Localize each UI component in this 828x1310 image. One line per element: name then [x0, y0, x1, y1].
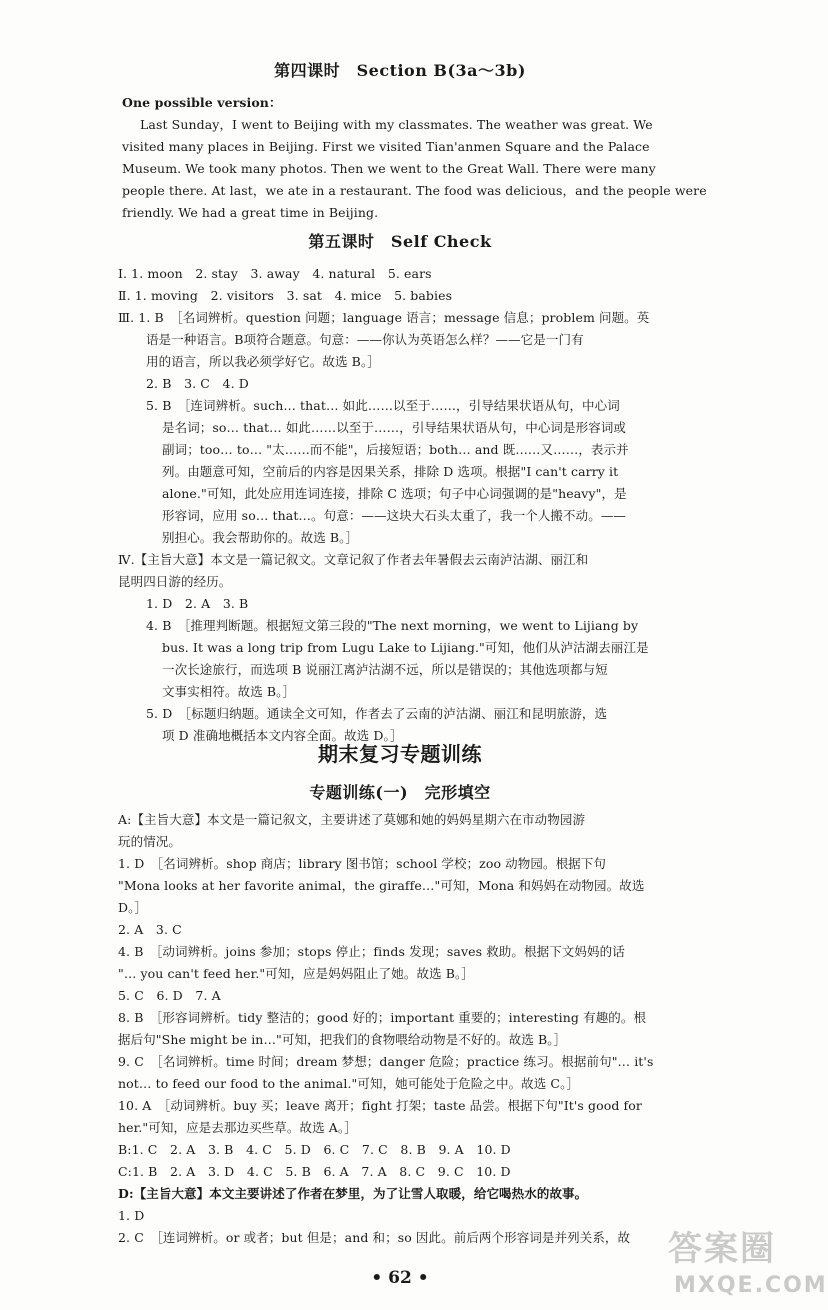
section-heading-cloze: 专题训练(一) 完形填空 — [309, 783, 491, 802]
text-line: 5. C 6. D 7. A — [118, 988, 221, 1003]
text-line: 昆明四日游的经历。 — [118, 574, 232, 589]
text-line: 4. B ［推理判断题。根据短文第三段的"The next morning，we went to Lijiang by — [146, 618, 639, 633]
text-line: D。］ — [118, 900, 148, 915]
text-line: 4. B ［动词辨析。joins 参加；stops 停止；finds 发现；saves 救助。根据下文妈妈的话 — [118, 944, 625, 959]
text-line: 1. D 2. A 3. B — [146, 596, 249, 611]
section-heading-lesson4: 第四课时 Section B(3a～3b) — [274, 61, 526, 80]
text-line: C:1. B 2. A 3. D 4. C 5. B 6. A 7. A 8. C 9. C 10. D — [118, 1164, 511, 1179]
text-line: 10. A ［动词辨析。buy 买；leave 离开；fight 打架；taste 品尝。根据下句"It's good for — [118, 1098, 642, 1113]
text-line: 文事实相符。故选 B。］ — [162, 684, 296, 699]
text-line: Last Sunday，I went to Beijing with my classmates. The weather was great. We — [140, 117, 653, 132]
text-line: "… you can't feed her."可知，应是妈妈阻止了她。故选 B。］ — [118, 966, 474, 981]
text-line: Ⅲ. 1. B ［名词辨析。question 问题；language 语言；message 信息；problem 问题。英 — [118, 310, 650, 325]
section-heading-lesson5: 第五课时 Self Check — [308, 232, 492, 251]
text-line: One possible version： — [122, 95, 282, 110]
watermark-logo — [660, 1215, 828, 1310]
text-line: 一次长途旅行，而选项 B 说丽江离泸沽湖不远，所以是错误的；其他选项都与短 — [162, 662, 608, 677]
text-line: 2. C ［连词辨析。or 或者；but 但是；and 和；so 因此。前后两个形容词是并列关系，故 — [118, 1230, 631, 1245]
text-line: 5. D ［标题归纳题。通读全文可知，作者去了云南的泸沽湖、丽江和昆明旅游，选 — [146, 706, 608, 721]
text-line: alone."可知，此处应用连词连接，排除 C 选项；句子中心词强调的是"heavy"，是 — [162, 486, 627, 501]
watermark-text: 答案圈 — [668, 1229, 776, 1269]
text-line: 形容词，应用 so… that…。句意：——这块大石头太重了，我一个人搬不动。—— — [162, 508, 627, 523]
section-heading-final-review: 期末复习专题训练 — [318, 742, 482, 766]
text-line: people there. At last，we ate in a restaurant. The food was delicious，and the people were — [122, 183, 707, 198]
page-number: • 62 • — [371, 1268, 429, 1288]
text-line: bus. It was a long trip from Lugu Lake to Lijiang."可知，他们从泸沽湖去丽江是 — [162, 640, 649, 655]
text-line: Ⅱ. 1. moving 2. visitors 3. sat 4. mice 5. babies — [118, 288, 453, 303]
text-line: 8. B ［形容词辨析。tidy 整洁的；good 好的；important 重要的；interesting 有趣的。根 — [118, 1010, 647, 1025]
text-line: 别担心。我会帮助你的。故选 B。］ — [162, 530, 359, 545]
text-line: Ⅰ. 1. moon 2. stay 3. away 4. natural 5. ears — [118, 266, 432, 281]
text-line: friendly. We had a great time in Beijing. — [122, 205, 379, 220]
watermark-url: MXQE.COM — [674, 1273, 828, 1298]
text-line: 列。由题意可知，空前后的内容是因果关系，排除 D 选项。根据"I can't carry it — [162, 464, 619, 479]
text-line: "Mona looks at her favorite animal，the giraffe…"可知，Mona 和妈妈在动物园。故选 — [118, 878, 645, 893]
text-line: 据后句"She might be in…"可知，把我们的食物喂给动物是不好的。故选 B。］ — [118, 1032, 567, 1047]
text-line: D:【主旨大意】本文主要讲述了作者在梦里，为了让雪人取暖，给它喝热水的故事。 — [118, 1186, 588, 1201]
text-line: 副词；too… to… "太……而不能"，后接短语；both… and 既……又……，表示并 — [162, 442, 629, 457]
text-line: 1. D ［名词辨析。shop 商店；library 图书馆；school 学校；zoo 动物园。根据下句 — [118, 856, 606, 871]
text-line: A:【主旨大意】本文是一篇记叙文，主要讲述了莫娜和她的妈妈星期六在市动物园游 — [118, 812, 586, 827]
text-line: 9. C ［名词辨析。time 时间；dream 梦想；danger 危险；practice 练习。根据前句"… it's — [118, 1054, 654, 1069]
text-line: 1. D — [118, 1208, 145, 1223]
text-line: 项 D 准确地概括本文内容全面。故选 D。］ — [162, 728, 403, 743]
text-line: 语是一种语言。B项符合题意。句意：——你认为英语怎么样？——它是一门有 — [146, 332, 584, 347]
text-line: 5. B ［连词辨析。such… that… 如此……以至于……，引导结果状语从句，中心词 — [146, 398, 620, 413]
text-line: visited many places in Beijing. First we visited Tian'anmen Square and the Palace — [122, 139, 650, 154]
text-line: Museum. We took many photos. Then we went to the Great Wall. There were many — [122, 161, 656, 176]
text-line: her."可知，应是去那边买些草。故选 A。］ — [118, 1120, 357, 1135]
text-line: 2. A 3. C — [118, 922, 182, 937]
text-line: 玩的情况。 — [118, 834, 182, 849]
text-line: not… to feed our food to the animal."可知，她可能处于危险之中。故选 C。］ — [118, 1076, 580, 1091]
text-line: B:1. C 2. A 3. B 4. C 5. D 6. C 7. C 8. B 9. A 10. D — [118, 1142, 511, 1157]
text-line: 是名词；so… that… 如此……以至于……，引导结果状语从句，中心词是形容词或 — [162, 420, 627, 435]
text-line: 用的语言，所以我必须学好它。故选 B。］ — [146, 354, 380, 369]
text-line: Ⅳ.【主旨大意】本文是一篇记叙文。文章记叙了作者去年暑假去云南泸沽湖、丽江和 — [118, 552, 589, 567]
text-line: 2. B 3. C 4. D — [146, 376, 249, 391]
